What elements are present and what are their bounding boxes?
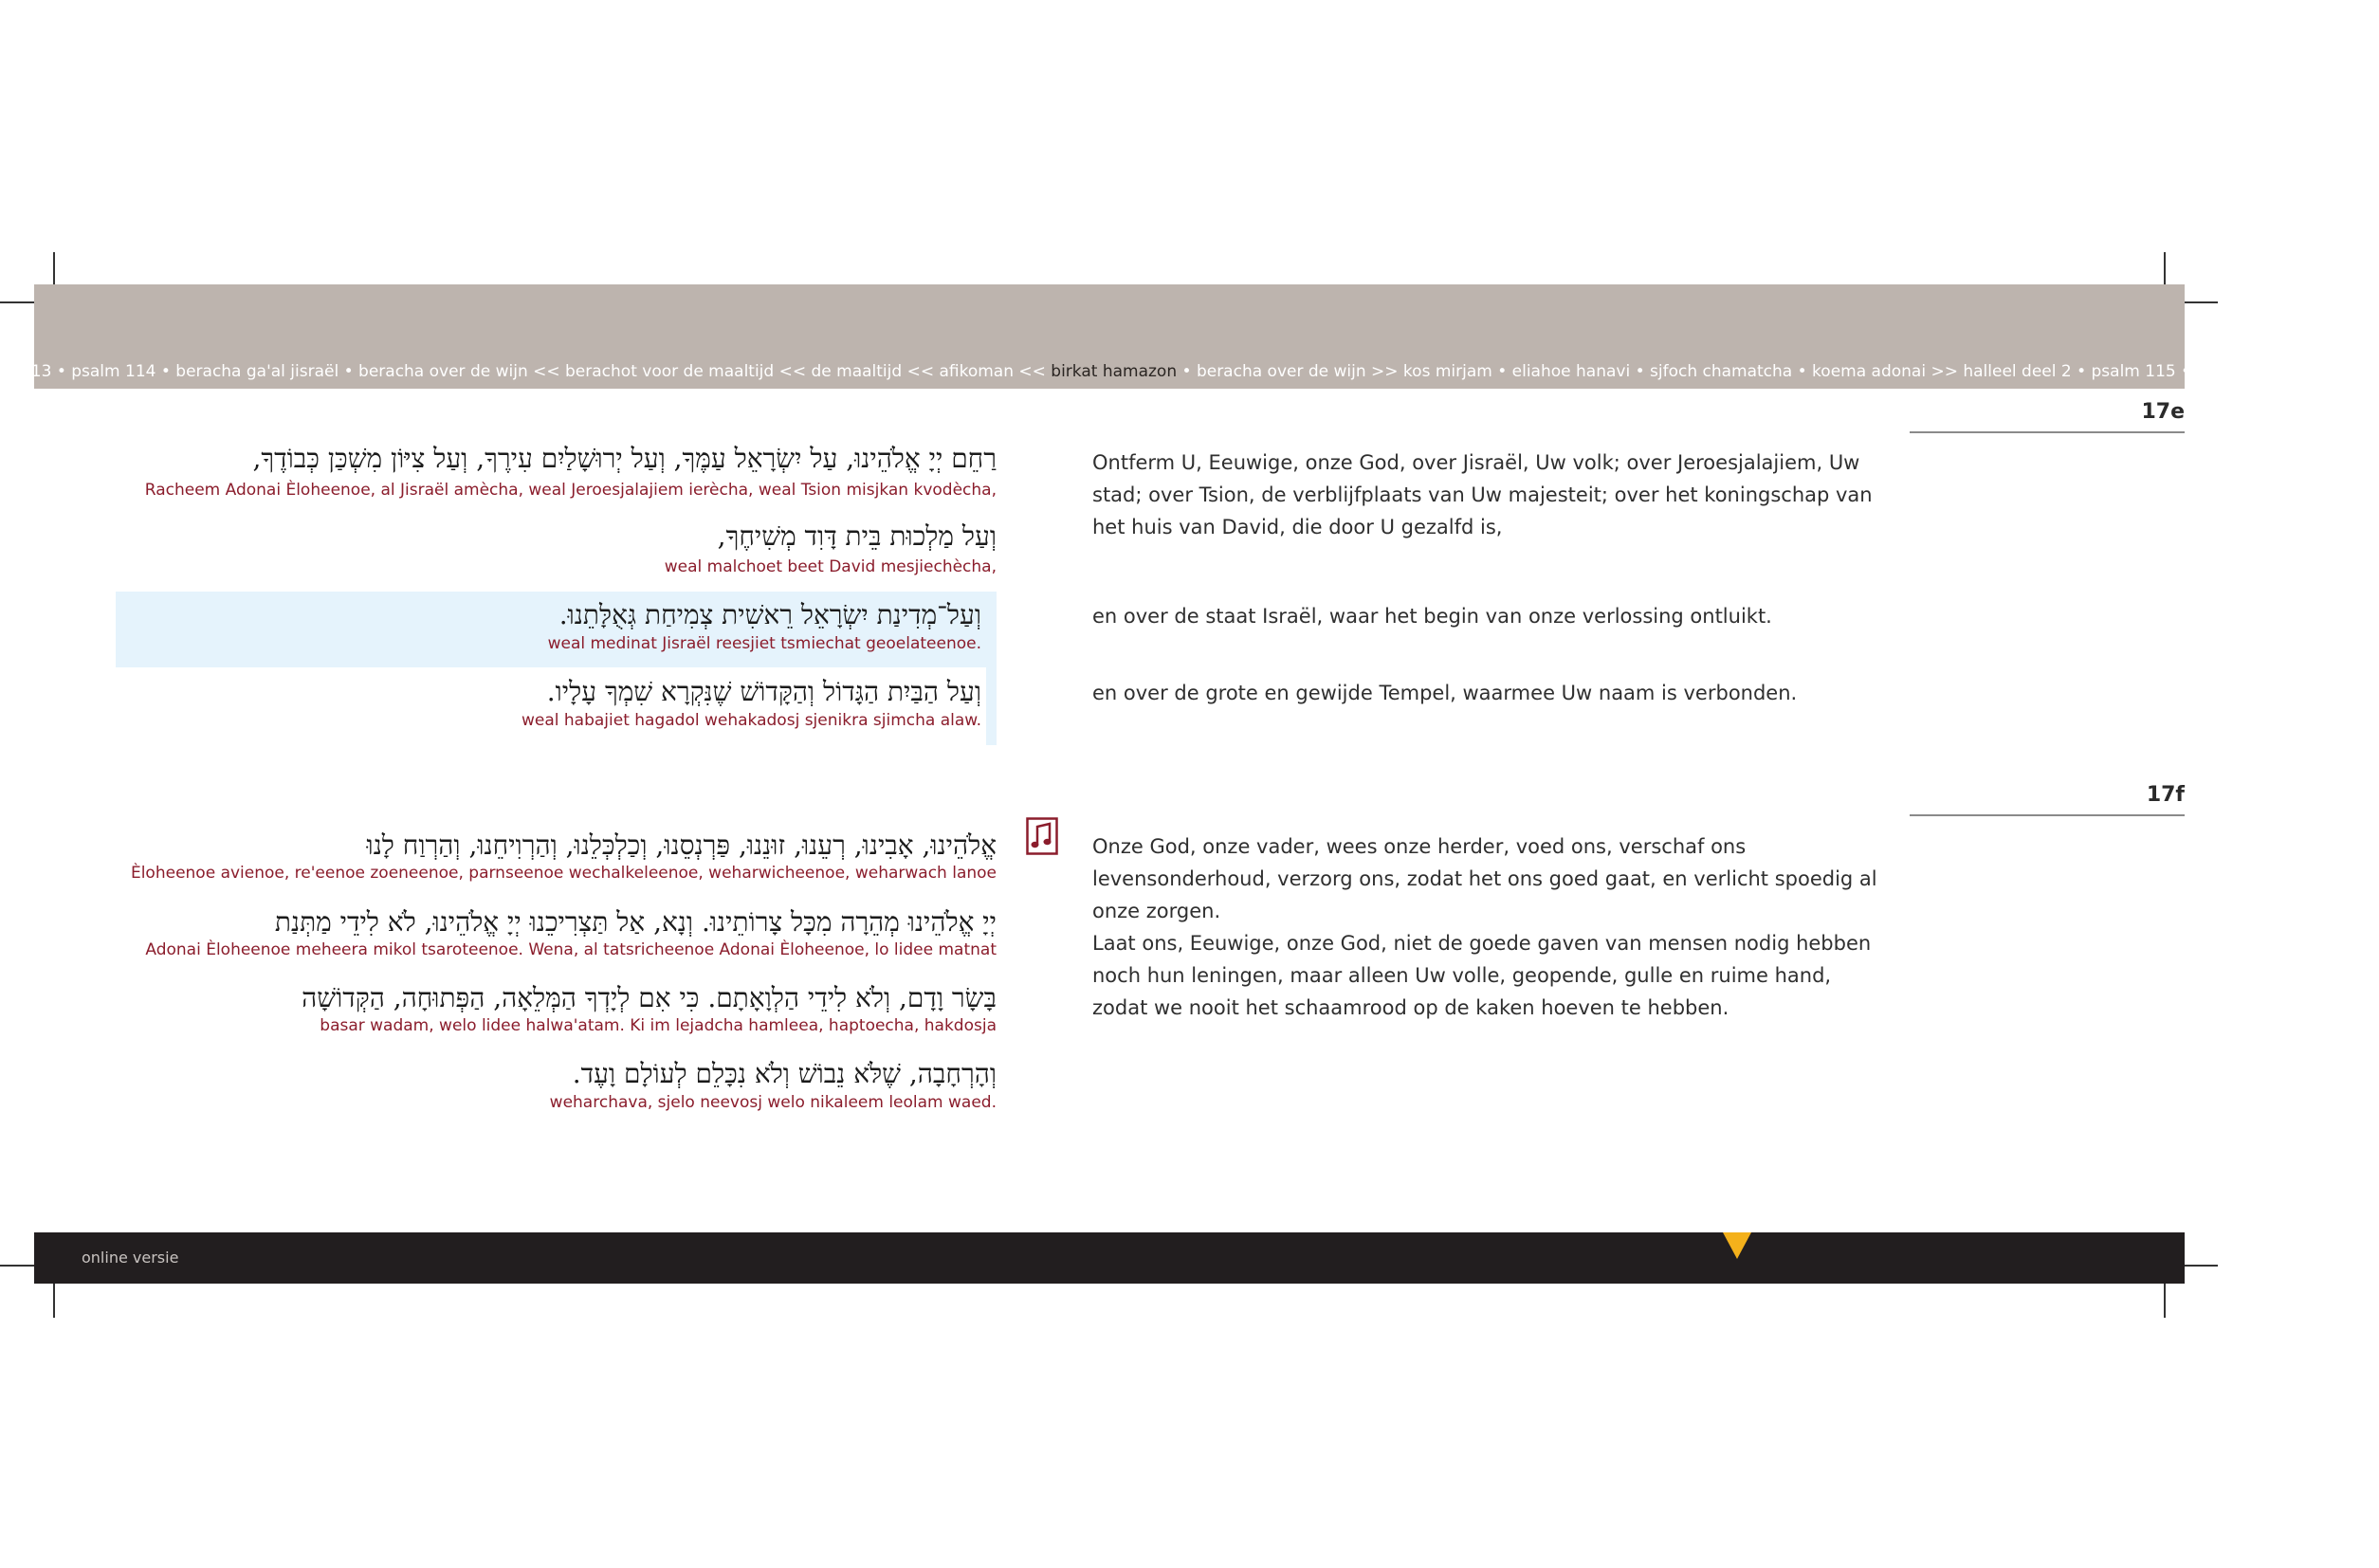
dutch-translation bbox=[1092, 447, 1879, 543]
dutch-translation bbox=[1092, 830, 1879, 1024]
transliteration-verse: Adonai Èloheenoe meheera mikol tsaroteenoe. Wena, al tatsricheenoe Adonai Èloheenoe, lo lidee matnat bbox=[145, 940, 997, 959]
music-note-icon[interactable] bbox=[1026, 817, 1058, 855]
crop-mark bbox=[53, 252, 55, 286]
crop-mark bbox=[2184, 301, 2218, 303]
verse-highlight-tail bbox=[986, 667, 997, 745]
crop-mark bbox=[0, 1265, 34, 1267]
transliteration-verse: weal medinat Jisraël reesjiet tsmiechat geoelateenoe. bbox=[547, 634, 981, 653]
nav-items-after[interactable]: • beracha over de wijn >> kos mirjam • eliahoe hanavi • sjfoch chamatcha • koema adonai >> halleel deel 2 • psalm 115 •psalm 116 • psalm 117 bbox=[1177, 362, 2379, 381]
hebrew-verse: יְיָ אֱלֹהֵינוּ מְהֵרָה מִכָּל צָרוֹתֵינוּ. וְנָא, אַל תַּצְרִיכֵנוּ יְיָ אֱלֹהֵינוּ, לֹא לִידֵי מַתְּנַת bbox=[274, 906, 997, 938]
crop-mark bbox=[2184, 1265, 2218, 1267]
hebrew-verse: בָּשָׂר וָדָם, וְלֹא לִידֵי הַלְוָאָתָם. כִּי אִם לְיָדְךָ הַמְּלֵאָה, הַפְּתוּחָה, הַקְּדוֹשָׁה bbox=[302, 982, 997, 1013]
page-number-17e: 17e bbox=[1910, 400, 2185, 433]
nav-items-before[interactable]: m 113 • psalm 114 • beracha ga'al jisraël • beracha over de wijn << berachot voor de maaltijd << de maaltijd << afikoman << bbox=[0, 362, 1052, 381]
crop-mark bbox=[53, 1284, 55, 1318]
hebrew-verse: וְעַל־מְדִינַת יִשְׂרָאֵל רֵאשִׁית צְמִיחַת גְּאֻלָּתֵנוּ. bbox=[558, 599, 981, 630]
hebrew-verse: וְעַל הַבַּיִת הַגָּדוֹל וְהַקָּדוֹשׁ שֶׁנִּקְרָא שִׁמְךָ עָלָיו. bbox=[546, 676, 981, 707]
dutch-translation bbox=[1092, 600, 1879, 632]
crop-mark bbox=[2164, 252, 2166, 286]
transliteration-verse: basar wadam, welo lidee halwa'atam. Ki im lejadcha hamleea, haptoecha, hakdosja bbox=[320, 1016, 997, 1035]
transliteration-verse: weal habajiet hagadol wehakadosj sjenikra sjimcha alaw. bbox=[522, 711, 981, 730]
transliteration-verse: Racheem Adonai Èloheenoe, al Jisraël amècha, weal Jeroesjalajiem ierècha, weal Tsion misjkan kvodècha, bbox=[144, 481, 997, 500]
hebrew-verse: רַחֵם יְיָ אֱלֹהֵינוּ, עַל יִשְׂרָאֵל עַמֶּךָ, וְעַל יְרוּשָׁלַיִם עִירֶךָ, וְעַל צִיּוֹן מִשְׁכַּן כְּבוֹדֶךָ, bbox=[252, 443, 997, 474]
breadcrumb-navigation bbox=[0, 360, 2379, 383]
transliteration-verse: weharchava, sjelo neevosj welo nikaleem leolam waed. bbox=[549, 1093, 997, 1112]
hebrew-verse: אֱלֹהֵינוּ, אָבִינוּ, רְעֵנוּ, זוּנֵנוּ, פַּרְנְסֵנוּ, וְכַלְכְּלֵנוּ, וְהַרְוִיחֵנוּ, וְהַרְוַח לָנוּ bbox=[366, 830, 997, 861]
transliteration-verse: weal malchoet beet David mesjiechècha, bbox=[664, 557, 997, 576]
dutch-paragraph: Onze God, onze vader, wees onze herder, voed ons, verschaf ons levensonderhoud, verzorg ons, zodat het ons goed gaat, en verlicht spoedig al onze zorgen. bbox=[1092, 835, 1877, 922]
crop-mark bbox=[2164, 1284, 2166, 1318]
nav-current-part1[interactable]: birkat bbox=[1051, 362, 1103, 381]
hebrew-verse: וְעַל מַלְכוּת בֵּית דָּוִד מְשִׁיחֶךָ, bbox=[717, 520, 997, 552]
hebrew-verse: וְהָרְחָבָה, שֶׁלֹּא נֵבוֹשׁ וְלֹא נִכָּלֵם לְעוֹלָם וָעֶד. bbox=[572, 1058, 997, 1089]
dutch-paragraph: Laat ons, Eeuwige, onze God, niet de goede gaven van mensen nodig hebben noch hun leningen, maar alleen Uw volle, geopende, gulle en ruime hand, zodat we nooit het schaamrood op de kaken hoeven te hebben. bbox=[1092, 932, 1872, 1019]
dutch-paragraph: en over de staat Israël, waar het begin van onze verlossing ontluikt. bbox=[1092, 605, 1772, 628]
nav-current-part2[interactable]: hamazon bbox=[1102, 362, 1178, 381]
crop-mark bbox=[0, 301, 34, 303]
online-version-label: online versie bbox=[82, 1249, 179, 1267]
footer-bar bbox=[34, 1232, 2185, 1284]
page-marker-icon bbox=[1723, 1232, 1751, 1259]
dutch-translation bbox=[1092, 677, 1879, 709]
dutch-paragraph: Ontferm U, Eeuwige, onze God, over Jisraël, Uw volk; over Jeroesjalajiem, Uw stad; over Tsion, de verblijfplaats van Uw majesteit; over het koningschap van het huis van David, die door U gezalfd is, bbox=[1092, 451, 1873, 538]
transliteration-verse: Èloheenoe avienoe, re'eenoe zoeneenoe, parnseenoe wechalkeleenoe, weharwicheenoe, weharwach lanoe bbox=[130, 864, 997, 883]
dutch-paragraph: en over de grote en gewijde Tempel, waarmee Uw naam is verbonden. bbox=[1092, 682, 1798, 704]
page-number-17f: 17f bbox=[1910, 783, 2185, 816]
